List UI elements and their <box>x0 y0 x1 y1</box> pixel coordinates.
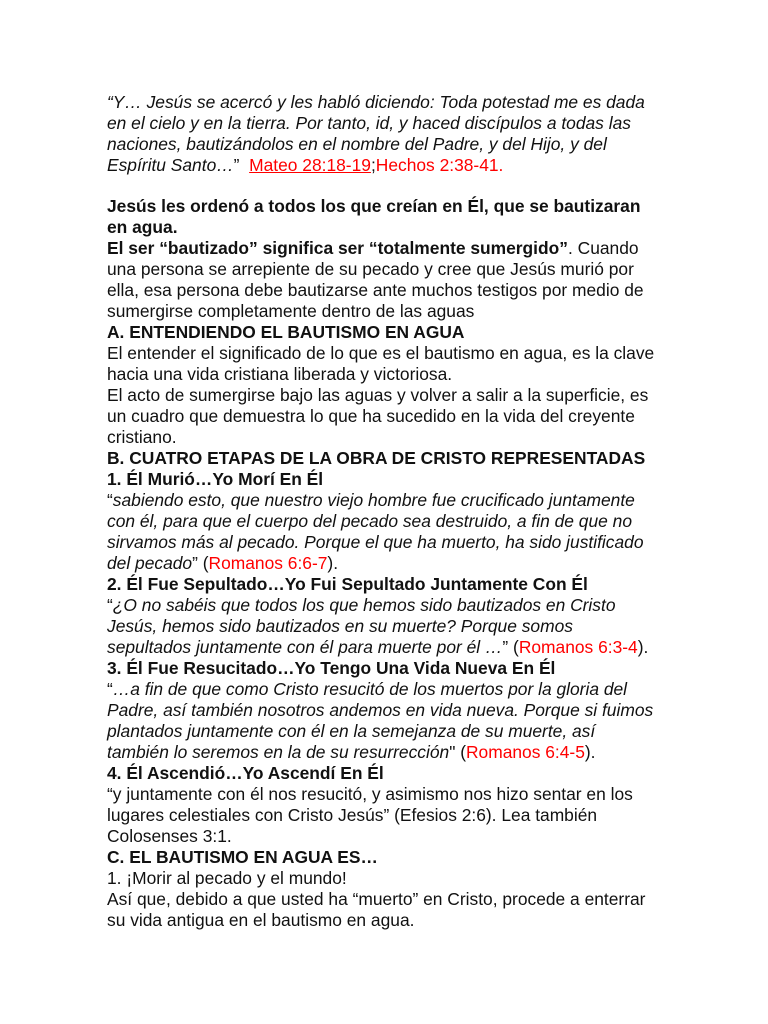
command-line-3-rest: . Cuando <box>567 238 639 258</box>
stage-3-verse: …a fin de que como Cristo resucitó de los muertos por la gloria del <box>112 679 628 699</box>
section-c <box>107 847 667 931</box>
close-paren: ). <box>584 742 596 762</box>
stage-3-line-3: plantados juntamente con él en la semejanza de su muerte, así <box>107 721 596 741</box>
command-line-4: una persona se arrepiente de su pecado y cree que Jesús murió por <box>107 259 634 279</box>
intro-close-quote: ” <box>233 155 250 175</box>
stage-3-title: 3. Él Fue Resucitado…Yo Tengo Una Vida Nueva En Él <box>107 658 556 678</box>
close-quote: ” ( <box>502 637 519 657</box>
open-quote: “ <box>107 490 113 510</box>
section-a-line-1: El entender el significado de lo que es el bautismo en agua, es la clave <box>107 343 655 363</box>
stage-4-line-3: Colosenses 3:1. <box>107 826 232 846</box>
stage-1-line-1 <box>107 490 667 511</box>
open-quote: “ <box>107 679 113 699</box>
stage-4-line-1: “y juntamente con él nos resucitó, y asimismo nos hizo sentar en los <box>107 784 633 804</box>
command-line-6: sumergirse completamente dentro de las aguas <box>107 301 475 321</box>
open-quote: “ <box>107 595 113 615</box>
document-page <box>107 92 667 931</box>
stage-1-title: 1. Él Murió…Yo Morí En Él <box>107 469 324 489</box>
stage-1-line-2: con él, para que el cuerpo del pecado sea destruido, a fin de que no <box>107 511 632 531</box>
close-paren: ). <box>327 553 339 573</box>
section-a-line-4: un cuadro que demuestra lo que ha sucedido en la vida del creyente <box>107 406 635 426</box>
stage-2-verse-end: sepultados juntamente con él para muerte por él … <box>107 637 503 657</box>
spacer <box>107 176 667 196</box>
close-quote: " ( <box>449 742 466 762</box>
stage-2-verse: ¿O no sabéis que todos los que hemos sido bautizados en Cristo <box>112 595 616 615</box>
reference-romanos-6-3-4: Romanos 6:3-4 <box>518 637 638 657</box>
close-quote: ” ( <box>192 553 209 573</box>
reference-link-mateo[interactable]: Mateo 28:18-19 <box>249 155 371 175</box>
reference-romanos-6-4-5: Romanos 6:4-5 <box>465 742 585 762</box>
stage-4-line-2: lugares celestiales con Cristo Jesús” (Efesios 2:6). Lea también <box>107 805 598 825</box>
stage-1-verse-end: del pecado <box>107 553 193 573</box>
command-line-3 <box>107 238 667 259</box>
section-a-heading: A. ENTENDIENDO EL BAUTISMO EN AGUA <box>107 322 465 342</box>
command-paragraph <box>107 196 667 322</box>
command-line-2: en agua. <box>107 217 178 237</box>
stage-2-line-2: Jesús, hemos sido bautizados en su muerte? Porque somos <box>107 616 573 636</box>
intro-line-2: en el cielo y en la tierra. Por tanto, id, y haced discípulos a todas las <box>107 113 631 133</box>
baptized-definition: El ser “bautizado” significa ser “totalmente sumergido” <box>107 238 568 258</box>
intro-line-3: naciones, bautizándolos en el nombre del Padre, y del Hijo, y del <box>107 134 607 154</box>
intro-quote-end: Espíritu Santo… <box>107 155 234 175</box>
intro-line-4 <box>107 155 667 176</box>
section-a-line-3: El acto de sumergirse bajo las aguas y volver a salir a la superficie, es <box>107 385 649 405</box>
section-a-line-2: hacia una vida cristiana liberada y victoriosa. <box>107 364 453 384</box>
section-a <box>107 322 667 448</box>
section-c-line-2: su vida antigua en el bautismo en agua. <box>107 910 415 930</box>
section-a-line-5: cristiano. <box>107 427 177 447</box>
stage-3-verse-end: también lo seremos en la de su resurrección <box>107 742 450 762</box>
stage-1-verse: sabiendo esto, que nuestro viejo hombre fue crucificado juntamente <box>112 490 635 510</box>
reference-romanos-6-6-7: Romanos 6:6-7 <box>208 553 328 573</box>
stage-2-title: 2. Él Fue Sepultado…Yo Fui Sepultado Juntamente Con Él <box>107 574 588 594</box>
stage-3-line-4 <box>107 742 667 763</box>
stage-3-line-2: Padre, así también nosotros andemos en vida nueva. Porque si fuimos <box>107 700 654 720</box>
close-paren: ). <box>637 637 649 657</box>
section-c-line-1: Así que, debido a que usted ha “muerto” en Cristo, procede a enterrar <box>107 889 646 909</box>
section-b-heading: B. CUATRO ETAPAS DE LA OBRA DE CRISTO REPRESENTADAS <box>107 448 646 468</box>
command-line-1: Jesús les ordenó a todos los que creían en Él, que se bautizaran <box>107 196 641 216</box>
stage-2-line-1 <box>107 595 667 616</box>
intro-line-1: “Y… Jesús se acercó y les habló diciendo: Toda potestad me es dada <box>107 92 645 112</box>
section-b <box>107 448 667 847</box>
reference-separator: ; <box>370 155 376 175</box>
stage-4-title: 4. Él Ascendió…Yo Ascendí En Él <box>107 763 384 783</box>
stage-1-line-4 <box>107 553 667 574</box>
command-line-5: ella, esa persona debe bautizarse ante muchos testigos por medio de <box>107 280 644 300</box>
intro-quote <box>107 92 667 176</box>
stage-1-line-3: sirvamos más al pecado. Porque el que ha muerto, ha sido justificado <box>107 532 644 552</box>
stage-3-line-1 <box>107 679 667 700</box>
stage-2-line-3 <box>107 637 667 658</box>
reference-hechos: Hechos 2:38-41. <box>375 155 504 175</box>
section-c-item-1: 1. ¡Morir al pecado y el mundo! <box>107 868 347 888</box>
section-c-heading: C. EL BAUTISMO EN AGUA ES… <box>107 847 378 867</box>
